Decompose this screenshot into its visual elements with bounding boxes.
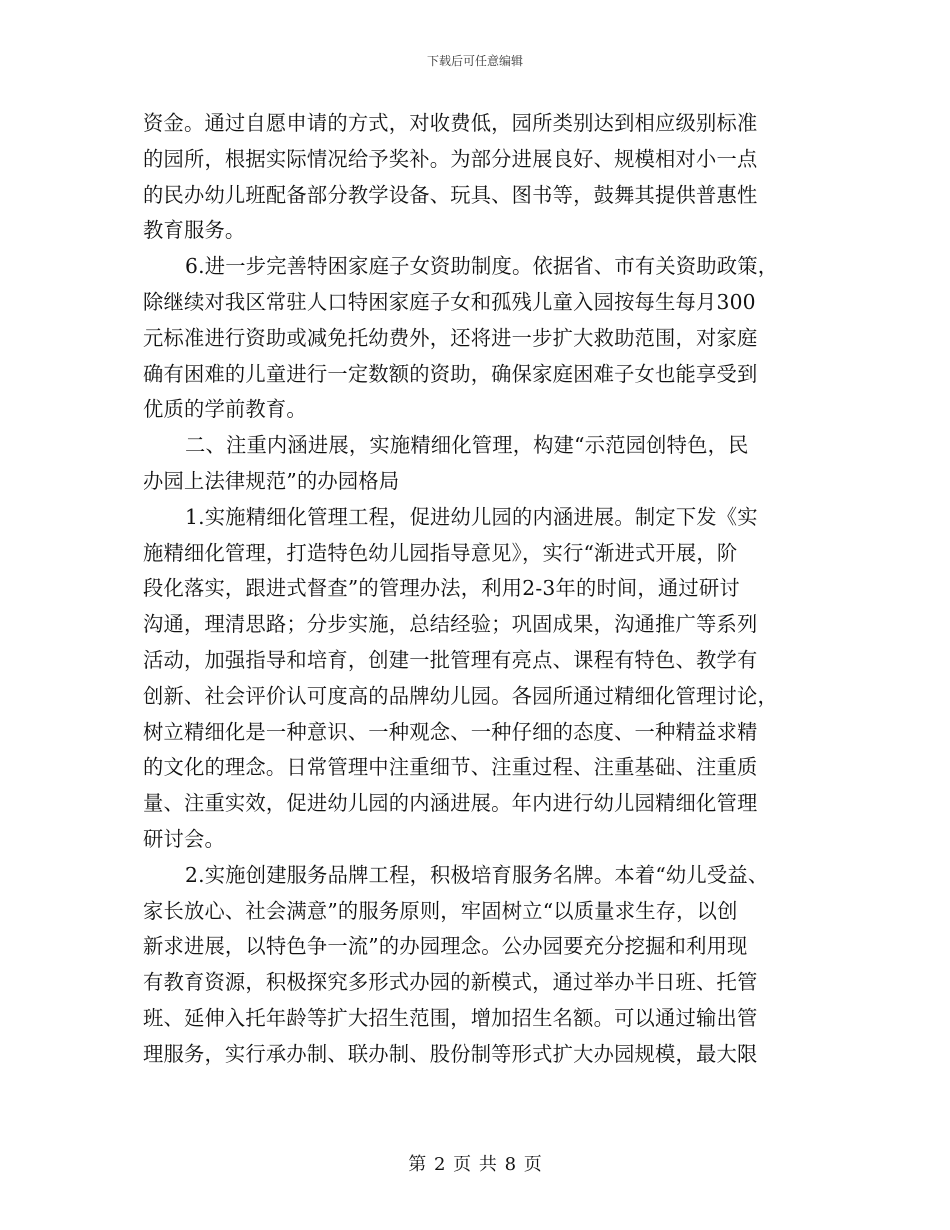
text-line: 的民办幼儿班配备部分教学设备、玩具、图书等，鼓舞其提供普惠性: [143, 182, 758, 207]
text-line: 沟通，理清思路；分步实施，总结经验；巩固成果，沟通推广等系列: [143, 612, 758, 637]
text-line: 办园上法律规范”的办园格局: [143, 468, 400, 493]
page-footer: 第 2 页 共 8 页: [408, 1154, 542, 1175]
body-text: [143, 106, 807, 1073]
text-line: 1.实施精细化管理工程，促进幼儿园的内涵进展。制定下发《实: [185, 504, 758, 529]
text-line: 教育服务。: [143, 218, 246, 243]
text-line: 家长放心、社会满意”的服务原则，牢固树立“以质量求生存，以创: [143, 898, 738, 923]
text-line: 新求进展，以特色争一流”的办园理念。公办园要充分挖掘和利用现: [143, 934, 748, 959]
text-line: 理服务，实行承办制、联办制、股份制等形式扩大办园规模，最大限: [143, 1041, 758, 1066]
text-line: 段化落实，跟进式督查”的管理办法，利用2-3年的时间，通过研讨: [143, 576, 740, 601]
text-line: 研讨会。: [143, 826, 225, 851]
text-line: 确有困难的儿童进行一定数额的资助，确保家庭困难子女也能享受到: [143, 361, 758, 386]
text-line: 班、延伸入托年龄等扩大招生范围，增加招生名额。可以通过输出管: [143, 1005, 758, 1030]
text-line: 施精细化管理，打造特色幼儿园指导意见》，实行“渐进式开展，阶: [143, 540, 738, 565]
text-line: 的园所，根据实际情况给予奖补。为部分进展良好、规模相对小一点: [143, 146, 758, 171]
text-line: 2.实施创建服务品牌工程，积极培育服务名牌。本着“幼儿受益、: [185, 862, 769, 887]
text-line: 量、注重实效，促进幼儿园的内涵进展。年内进行幼儿园精细化管理: [143, 791, 758, 816]
page-header: 下载后可任意编辑: [426, 54, 523, 68]
text-line: 6.进一步完善特困家庭子女资助制度。依据省、市有关资助政策，: [185, 254, 779, 279]
text-line: 资金。通过自愿申请的方式，对收费低，园所类别达到相应级别标准: [143, 111, 758, 135]
text-line: 有教育资源，积极探究多形式办园的新模式，通过举办半日班、托管: [143, 970, 758, 995]
text-line: 元标准进行资助或减免托幼费外，还将进一步扩大救助范围，对家庭: [143, 325, 758, 350]
text-line: 除继续对我区常驻人口特困家庭子女和孤残儿童入园按每生每月300: [143, 289, 756, 314]
text-line: 的文化的理念。日常管理中注重细节、注重过程、注重基础、注重质: [143, 755, 758, 780]
text-line: 二、注重内涵进展，实施精细化管理，构建“示范园创特色，民: [185, 433, 749, 458]
text-line: 活动，加强指导和培育，创建一批管理有亮点、课程有特色、教学有: [143, 647, 758, 672]
text-line: 优质的学前教育。: [143, 397, 307, 422]
text-line: 树立精细化是一种意识、一种观念、一种仔细的态度、一种精益求精: [143, 719, 758, 744]
text-line: 创新、社会评价认可度高的品牌幼儿园。各园所通过精细化管理讨论，: [143, 683, 778, 708]
